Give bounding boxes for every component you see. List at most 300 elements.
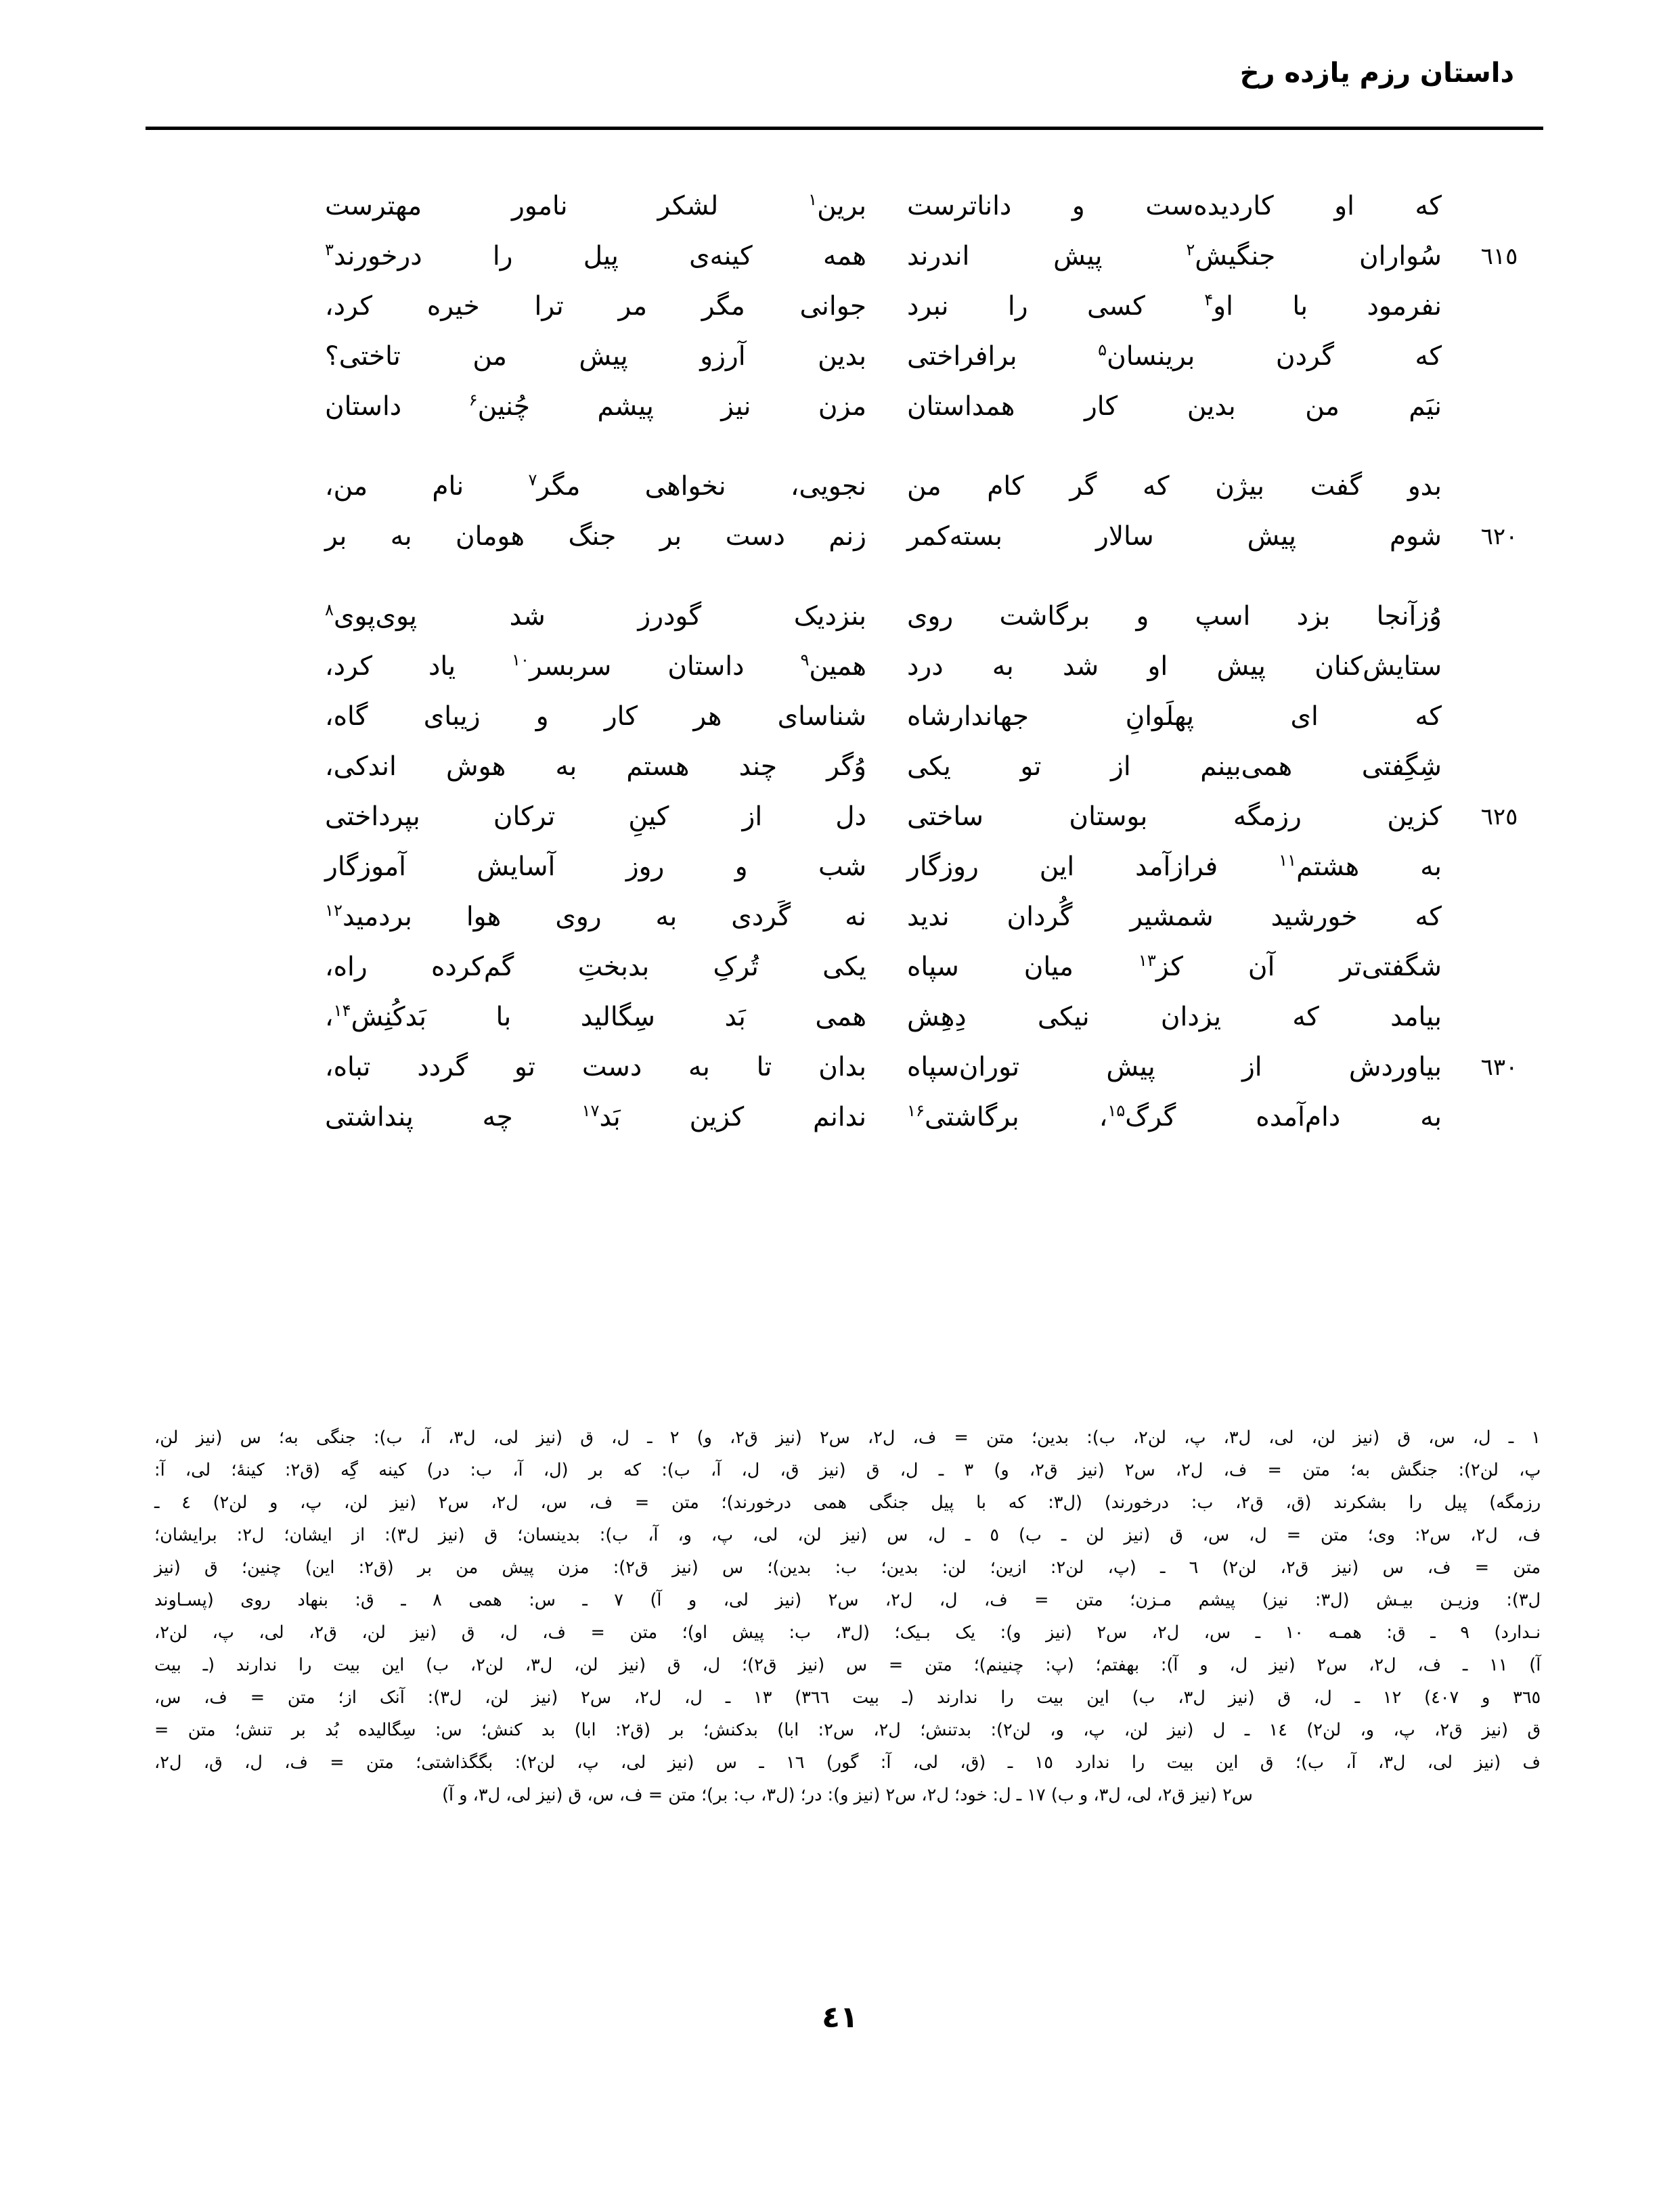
apparatus-token: ل: [992, 1785, 1011, 1805]
apparatus-token: لن۲: [1050, 1557, 1084, 1578]
verse-word: ستایش‌کنان [1314, 651, 1442, 682]
footnote-reference: ۱۷ [581, 1101, 600, 1120]
verse-word: جهاندارشاه [907, 701, 1029, 732]
apparatus-token: ق [866, 1460, 880, 1480]
verse-word: بَد [724, 1002, 746, 1032]
verse-word: سربسر$^{۱۰}$ [512, 650, 612, 682]
apparatus-token: (نیز [536, 1785, 563, 1805]
apparatus-token: متن [1513, 1557, 1541, 1578]
apparatus-token: متن [1320, 1525, 1348, 1545]
apparatus-token: و): [827, 1785, 849, 1805]
apparatus-token: لن۲، [470, 1655, 504, 1675]
apparatus-token: ل، [1249, 1525, 1267, 1545]
hemistich-second [325, 592, 866, 642]
apparatus-token: از [351, 1525, 366, 1545]
apparatus-token: ب) [1018, 1525, 1042, 1545]
verse-word: مزن [818, 391, 866, 422]
apparatus-token: پیل [1444, 1492, 1467, 1513]
apparatus-token: لی، [621, 1752, 646, 1773]
verse-word: با [1292, 291, 1308, 322]
footnote-reference: ۱۴ [333, 1001, 351, 1020]
apparatus-token: ف، [1417, 1655, 1442, 1675]
hemistich-first [907, 842, 1442, 892]
verse-word: هومان [455, 521, 525, 552]
apparatus-token: ۹ [1460, 1622, 1469, 1643]
apparatus-token: و): [1000, 1622, 1021, 1643]
apparatus-token: پیش [732, 1622, 764, 1643]
apparatus-token: بدینسان؛ [517, 1525, 580, 1545]
verse-couplet [146, 231, 1543, 282]
hemistich-first [907, 692, 1442, 742]
verse-word: آسایش [477, 852, 556, 882]
apparatus-line [154, 1519, 1541, 1551]
apparatus-token: متن [629, 1622, 658, 1643]
apparatus-token: = [648, 1785, 663, 1805]
verse-line-number: ٦١٥ [1480, 243, 1518, 270]
verse-word: یزدان [1160, 1002, 1222, 1032]
apparatus-token: = [1267, 1460, 1282, 1480]
apparatus-token: این [1215, 1752, 1239, 1773]
verse-word: بیژن [1215, 471, 1264, 502]
verse-word: نامور [512, 191, 568, 221]
apparatus-token: لی، [1268, 1428, 1294, 1448]
apparatus-token: ل۲، [1175, 1460, 1203, 1480]
footnote-reference: ۹ [800, 650, 810, 669]
running-head: داستان رزم یازده رخ [1239, 58, 1514, 89]
verse-couplet [146, 1042, 1543, 1092]
verse-stanza [146, 181, 1543, 432]
apparatus-token: س۲: [818, 1720, 854, 1740]
apparatus-token: و [1199, 1655, 1208, 1675]
verse-word: ای [1290, 701, 1319, 732]
apparatus-token: ل، [939, 1590, 958, 1610]
verse-couplet [146, 792, 1543, 842]
apparatus-token: لن: [942, 1557, 967, 1578]
verse-word: دِهِش [907, 1002, 967, 1032]
apparatus-token: لن۲) [1222, 1557, 1257, 1578]
apparatus-token: در؛ [800, 1785, 822, 1805]
verse-word: شب [818, 852, 867, 882]
apparatus-token: (نیز [1482, 1720, 1509, 1740]
apparatus-token: بر [417, 1557, 433, 1578]
verse-word: پهلَوانِ [1125, 701, 1194, 732]
apparatus-token: بیت [1036, 1687, 1064, 1708]
apparatus-token: ب)؛ [1295, 1752, 1324, 1773]
apparatus-token: ق۲، [1280, 1557, 1309, 1578]
verse-word: بدین [818, 341, 866, 372]
apparatus-token: ل۲، [885, 1590, 913, 1610]
verse-word: گرگ$^{۱۵}$، [1099, 1101, 1176, 1132]
verse-word: پوی‌پوی$^۸$ [325, 600, 418, 632]
apparatus-token: ق۲)؛ [742, 1655, 777, 1675]
apparatus-token: ۱۷ [1027, 1785, 1046, 1805]
verse-word: ندانم [812, 1102, 866, 1132]
apparatus-token: ل۳، [472, 1785, 501, 1805]
verse-word: همه [822, 241, 866, 271]
verse-word: اسپ [1195, 601, 1251, 632]
verse-word: توران‌سپاه [907, 1052, 1020, 1082]
apparatus-token: ـ [1244, 1720, 1250, 1740]
verse-word: همی [815, 1002, 867, 1032]
apparatus-token: و [269, 1492, 278, 1513]
apparatus-line [154, 1779, 1541, 1811]
verse-word: ندید [907, 902, 950, 932]
verse-word: بیاوردش [1348, 1052, 1442, 1082]
apparatus-token: (ق، [960, 1752, 986, 1773]
apparatus-token: بیت [333, 1655, 361, 1675]
verse-word: که [1143, 471, 1170, 502]
verse-word: به [1420, 1102, 1442, 1132]
verse-word: تاختی؟ [325, 341, 401, 372]
apparatus-token: (نیز [1332, 1557, 1359, 1578]
apparatus-token: (ق، [1285, 1492, 1312, 1513]
verse-word: پیش [1106, 1052, 1155, 1082]
apparatus-token: ق۲، [1434, 1720, 1463, 1740]
apparatus-line [154, 1681, 1541, 1714]
apparatus-token: ق۲، [309, 1622, 337, 1643]
apparatus-token: بر [291, 1720, 306, 1740]
apparatus-token: (نیز [1474, 1752, 1501, 1773]
verse-word: پیش [1247, 521, 1296, 552]
hemistich-second [325, 642, 866, 692]
apparatus-token: ل۲، [867, 1428, 896, 1448]
apparatus-token: س، [587, 1785, 614, 1805]
verse-word: همی‌بینم [1200, 751, 1293, 782]
verse-word: شمشیر [1130, 902, 1214, 932]
apparatus-token: (نیز [196, 1428, 223, 1448]
verse-word: پیش [1216, 651, 1266, 682]
apparatus-token: آ، [1346, 1752, 1356, 1773]
apparatus-token: ایشان؛ [284, 1525, 332, 1545]
apparatus-token: (نیز [798, 1655, 825, 1675]
verse-area [146, 181, 1543, 1172]
apparatus-token: س۲: [1414, 1525, 1451, 1545]
apparatus-token: ق: [355, 1590, 374, 1610]
apparatus-token: لی، [1126, 1785, 1152, 1805]
apparatus-token: (نیز [819, 1460, 846, 1480]
apparatus-token: بیـش [1376, 1590, 1413, 1610]
verse-word: من [472, 341, 507, 372]
verse-word: که [1415, 701, 1442, 732]
verse-word: رزمگه [1233, 801, 1302, 832]
verse-word: همین$^۹$ [800, 650, 866, 682]
hemistich-first [907, 332, 1442, 382]
hemistich-first [907, 592, 1442, 642]
apparatus-token: س [722, 1557, 744, 1578]
verse-word: او [1334, 191, 1354, 221]
verse-couplet [146, 512, 1543, 562]
apparatus-token: = [1034, 1590, 1049, 1610]
apparatus-token: کینهٔ؛ [231, 1460, 265, 1480]
verse-word: کاردیده‌ست [1145, 191, 1274, 221]
apparatus-token: ل۲: [236, 1525, 265, 1545]
apparatus-token: پ، [1083, 1720, 1105, 1740]
verse-word: نفرمود [1367, 291, 1442, 322]
apparatus-token: ق [667, 1655, 681, 1675]
hemistich-second [325, 462, 866, 512]
apparatus-token: ـ [759, 1752, 764, 1773]
verse-word: پیش [579, 341, 628, 372]
verse-word: نیَم [1409, 391, 1442, 422]
apparatus-token: ل۲، [491, 1492, 518, 1513]
verse-word: ترا [534, 291, 564, 322]
apparatus-token: جنگی [315, 1428, 356, 1448]
verse-word: و [734, 852, 748, 882]
apparatus-token: را [298, 1655, 312, 1675]
apparatus-token: متن [671, 1492, 699, 1513]
apparatus-line [154, 1616, 1541, 1649]
verse-word: گُردان [1007, 902, 1073, 932]
verse-word: روی [907, 601, 954, 632]
apparatus-token: متن [187, 1720, 216, 1740]
verse-word: کار [604, 701, 638, 732]
apparatus-token: گور) [826, 1752, 859, 1773]
apparatus-token: جنگی [868, 1492, 909, 1513]
apparatus-token: (پ، [1107, 1557, 1136, 1578]
verse-word: گردن [1275, 341, 1335, 372]
verse-word: راه، [325, 952, 368, 982]
apparatus-token: بهفتم؛ [1095, 1655, 1140, 1675]
verse-word: کرد، [325, 651, 373, 682]
apparatus-token: لن۲): [1458, 1460, 1499, 1480]
apparatus-token: ب): [373, 1428, 403, 1448]
apparatus-token: ۱۱ [1489, 1655, 1508, 1675]
apparatus-token: ف، [1223, 1460, 1247, 1480]
verse-word: پیش [1053, 241, 1103, 271]
apparatus-token: آ، [648, 1525, 659, 1545]
hemistich-second [325, 1042, 866, 1092]
apparatus-token: (نیز [1191, 1785, 1217, 1805]
verse-word: نبرد [907, 291, 949, 322]
apparatus-token: پ، [1184, 1428, 1206, 1448]
apparatus-line [154, 1454, 1541, 1486]
verse-word: زنم [828, 521, 866, 552]
apparatus-token: لن۲، [154, 1622, 188, 1643]
apparatus-token: ٦ [1189, 1557, 1199, 1578]
apparatus-token: (ق۲: [615, 1720, 651, 1740]
apparatus-token: س، [540, 1492, 567, 1513]
verse-word: که [1415, 191, 1442, 221]
apparatus-token: س۲ [438, 1492, 469, 1513]
hemistich-first [907, 1042, 1442, 1092]
verse-couplet [146, 282, 1543, 332]
verse-couplet [146, 842, 1543, 892]
apparatus-token: ف، [619, 1785, 643, 1805]
verse-word: جنگ [568, 521, 617, 552]
apparatus-token: و [1079, 1785, 1088, 1805]
apparatus-token: س۲ [885, 1785, 916, 1805]
apparatus-token: س۲ [581, 1687, 612, 1708]
hemistich-first [907, 792, 1442, 842]
apparatus-token: ل، [244, 1752, 263, 1773]
verse-word: که [1415, 902, 1442, 932]
apparatus-token: س۲ [828, 1590, 859, 1610]
apparatus-token: آ) [650, 1590, 662, 1610]
apparatus-token: ل، [702, 1655, 721, 1675]
hemistich-second [325, 282, 866, 332]
apparatus-token: (ل۳، [835, 1622, 870, 1643]
verse-word: از [742, 801, 763, 832]
apparatus-token: (نیز [154, 1557, 181, 1578]
verse-line-number: ٦٢٠ [1480, 523, 1518, 550]
apparatus-token: ب: [789, 1622, 812, 1643]
apparatus-token: بیت [1166, 1752, 1194, 1773]
apparatus-line [154, 1746, 1541, 1779]
apparatus-token: گِه [340, 1460, 358, 1480]
verse-word: وُزآنجا [1376, 601, 1442, 632]
apparatus-token: این [381, 1655, 405, 1675]
footnote-reference: ۱۶ [907, 1101, 925, 1120]
apparatus-token: ـ [401, 1590, 406, 1610]
apparatus-token: پ، [711, 1525, 734, 1545]
apparatus-token: متن [1302, 1460, 1330, 1480]
verse-word: مگر$^۷$ [528, 470, 581, 502]
hemistich-first [907, 462, 1442, 512]
verse-word: سالار [1095, 521, 1154, 552]
apparatus-token: ل۳): [384, 1525, 419, 1545]
verse-word: نه [845, 902, 866, 932]
hemistich-second [325, 792, 866, 842]
apparatus-token: (ل۳: [1048, 1492, 1082, 1513]
hemistich-second [325, 842, 866, 892]
verse-word: آن [1247, 952, 1275, 982]
apparatus-token: ۱۰ [1285, 1622, 1304, 1643]
verse-word: چُنین$^۶$ [468, 391, 530, 422]
apparatus-token: به؛ [1350, 1460, 1370, 1480]
apparatus-token: ـ [154, 1492, 160, 1513]
verse-word: گم‌کرده [430, 952, 514, 982]
apparatus-token: ق [1527, 1720, 1541, 1740]
hemistich-second [325, 382, 866, 432]
verse-word: گاه، [325, 701, 368, 732]
apparatus-token: ق۲): [613, 1557, 648, 1578]
hemistich-second [325, 1092, 866, 1143]
footnote-reference: ۲ [1186, 240, 1195, 259]
apparatus-token: که [623, 1460, 641, 1480]
verse-word: بدبختِ [577, 952, 650, 982]
verse-word: پنداشتی [325, 1102, 414, 1132]
apparatus-token: س، [1202, 1525, 1230, 1545]
apparatus-token: چنینم)؛ [973, 1655, 1024, 1675]
apparatus-token: را [1131, 1752, 1145, 1773]
verse-word: با [495, 1002, 512, 1032]
apparatus-token: بیت [154, 1655, 181, 1675]
apparatus-token: ٤۰۷) [1424, 1687, 1459, 1708]
apparatus-token: ۱٤ [1268, 1720, 1287, 1740]
verse-word: این [1039, 852, 1075, 882]
verse-word: ترکان [493, 801, 556, 832]
hemistich-first [907, 992, 1442, 1042]
apparatus-token: لن۲): [990, 1720, 1031, 1740]
verse-word: خیره [426, 291, 480, 322]
verse-word: چه [482, 1102, 513, 1132]
apparatus-token: ل، [927, 1525, 946, 1545]
apparatus-token: لن، [1311, 1428, 1336, 1448]
verse-word: تو [514, 1052, 536, 1082]
apparatus-token: بدتنش؛ [920, 1720, 972, 1740]
apparatus-token: ل۳، [1178, 1687, 1206, 1708]
apparatus-token: ق [1397, 1428, 1411, 1448]
apparatus-token: ۲ [669, 1428, 680, 1448]
verse-word: هشتم$^{۱۱}$ [1279, 851, 1360, 882]
apparatus-token: (نیز [1078, 1460, 1105, 1480]
verse-word: گفت [1310, 471, 1363, 502]
apparatus-token: متن [668, 1785, 696, 1805]
apparatus-token: من [456, 1557, 479, 1578]
apparatus-token: = [330, 1752, 345, 1773]
apparatus-token: لن۲) [213, 1492, 248, 1513]
apparatus-token: و، [1360, 1720, 1375, 1740]
verse-word: تا [756, 1052, 772, 1082]
verse-word: نجویی، [790, 471, 866, 502]
apparatus-token: ب: [470, 1460, 493, 1480]
verse-word: به [555, 751, 577, 782]
verse-word: از [1111, 751, 1131, 782]
apparatus-token: ق، [203, 1752, 223, 1773]
hemistich-second [325, 742, 866, 792]
apparatus-token: ابا) [574, 1720, 596, 1740]
hemistich-second [325, 992, 866, 1042]
verse-line-number: ٦٢٥ [1480, 803, 1518, 831]
apparatus-token: لی، [1427, 1752, 1453, 1773]
apparatus-token: س۲ [819, 1428, 850, 1448]
apparatus-token: ف، [1427, 1557, 1451, 1578]
verse-word: بنزدیک [793, 601, 867, 632]
verse-word: گَردی [731, 902, 791, 932]
verse-couplet [146, 892, 1543, 942]
apparatus-token: بر)؛ [701, 1785, 728, 1805]
apparatus-token: ـ [1354, 1687, 1361, 1708]
verse-word: وُگر [826, 751, 866, 782]
apparatus-token: ق، [780, 1460, 799, 1480]
verse-word: و [1136, 601, 1149, 632]
verse-word: تُرکِ [713, 952, 759, 982]
apparatus-token: لن [1086, 1525, 1105, 1545]
verse-word: شگفتی‌تر [1340, 952, 1442, 982]
apparatus-token: را [1409, 1492, 1422, 1513]
apparatus-token: ف، [984, 1590, 1008, 1610]
verse-word: را [1007, 291, 1028, 322]
apparatus-token: لی، [753, 1525, 778, 1545]
verse-word: روی [555, 902, 602, 932]
verse-line-number: ٦٣٠ [1480, 1054, 1518, 1081]
apparatus-token: ق۲، [1157, 1785, 1186, 1805]
verse-word: گردد [417, 1052, 468, 1082]
apparatus-token: س: [529, 1590, 556, 1610]
apparatus-token: از؛ [338, 1687, 357, 1708]
verse-word: خورشید [1270, 902, 1358, 932]
verse-word: بزد [1296, 601, 1331, 632]
apparatus-token: لن، [574, 1655, 598, 1675]
verse-word: مر [618, 291, 647, 322]
verse-word: نام [432, 471, 464, 502]
hemistich-second [325, 332, 866, 382]
apparatus-token: ل، [1313, 1687, 1332, 1708]
verse-word: پیل [583, 241, 619, 271]
apparatus-token: س [240, 1428, 261, 1448]
apparatus-token: (پ: [1045, 1655, 1074, 1675]
apparatus-token: لی، [723, 1590, 749, 1610]
verse-word: کز$^{۱۳}$ [1138, 951, 1183, 982]
apparatus-token: مـزن؛ [1130, 1590, 1172, 1610]
apparatus-token: ل، [500, 1622, 518, 1643]
apparatus-token: این) [305, 1557, 335, 1578]
apparatus-token: ل۲، [634, 1687, 662, 1708]
verse-word: درخورند$^۳$ [325, 240, 422, 271]
verse-word: بدو [1407, 471, 1442, 502]
verse-word: را [492, 241, 513, 271]
hemistich-second [325, 692, 866, 742]
